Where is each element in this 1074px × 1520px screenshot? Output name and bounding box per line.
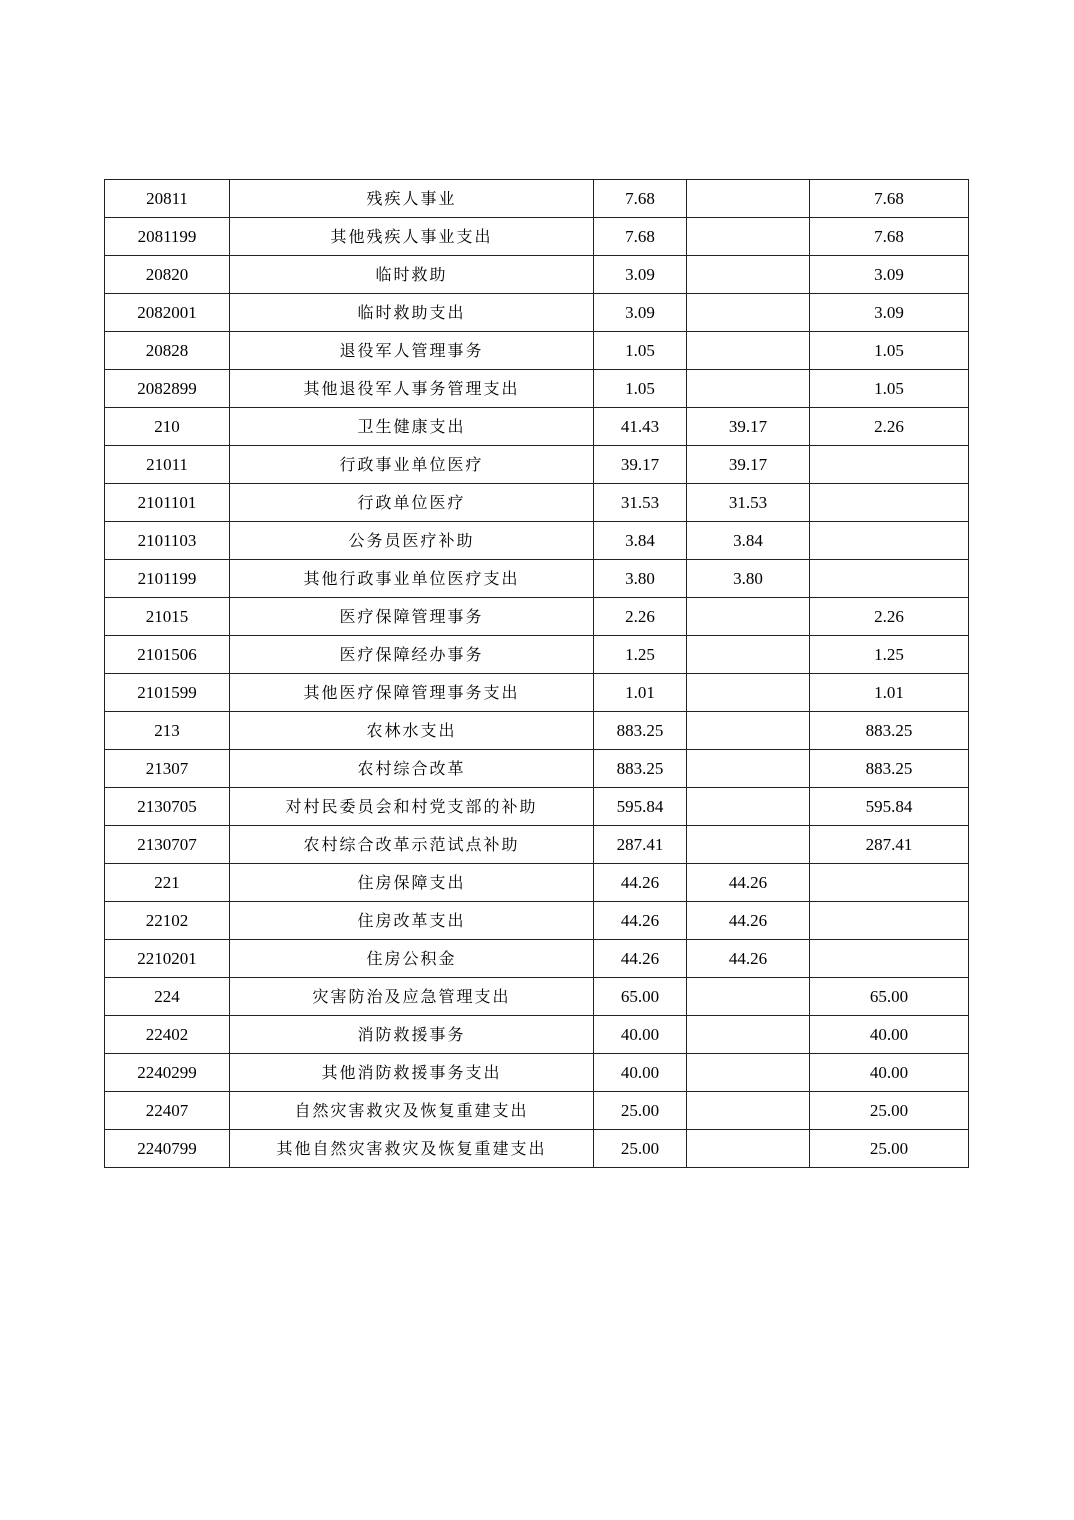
total-amount-cell: 7.68 <box>594 180 687 218</box>
subject-code-cell: 213 <box>105 712 230 750</box>
subject-name-cell: 其他退役军人事务管理支出 <box>230 370 594 408</box>
total-amount-cell: 287.41 <box>594 826 687 864</box>
project-expenditure-cell: 1.05 <box>810 332 969 370</box>
basic-expenditure-cell <box>687 636 810 674</box>
project-expenditure-cell: 2.26 <box>810 408 969 446</box>
subject-code-cell: 22402 <box>105 1016 230 1054</box>
basic-expenditure-cell <box>687 1016 810 1054</box>
total-amount-cell: 1.05 <box>594 332 687 370</box>
project-expenditure-cell <box>810 864 969 902</box>
table-row <box>105 370 969 408</box>
total-amount-cell: 3.09 <box>594 256 687 294</box>
total-amount-cell: 7.68 <box>594 218 687 256</box>
subject-name-cell: 行政单位医疗 <box>230 484 594 522</box>
project-expenditure-cell: 7.68 <box>810 218 969 256</box>
subject-name-cell: 临时救助支出 <box>230 294 594 332</box>
subject-code-cell: 2101101 <box>105 484 230 522</box>
subject-name-cell: 其他自然灾害救灾及恢复重建支出 <box>230 1130 594 1168</box>
subject-code-cell: 21015 <box>105 598 230 636</box>
subject-code-cell: 20811 <box>105 180 230 218</box>
basic-expenditure-cell <box>687 1054 810 1092</box>
project-expenditure-cell: 3.09 <box>810 294 969 332</box>
subject-name-cell: 消防救援事务 <box>230 1016 594 1054</box>
basic-expenditure-cell <box>687 598 810 636</box>
subject-name-cell: 其他行政事业单位医疗支出 <box>230 560 594 598</box>
subject-code-cell: 2240799 <box>105 1130 230 1168</box>
subject-name-cell: 医疗保障经办事务 <box>230 636 594 674</box>
total-amount-cell: 39.17 <box>594 446 687 484</box>
subject-code-cell: 221 <box>105 864 230 902</box>
basic-expenditure-cell <box>687 294 810 332</box>
table-row <box>105 560 969 598</box>
project-expenditure-cell: 2.26 <box>810 598 969 636</box>
basic-expenditure-cell <box>687 674 810 712</box>
basic-expenditure-cell: 44.26 <box>687 902 810 940</box>
total-amount-cell: 41.43 <box>594 408 687 446</box>
total-amount-cell: 65.00 <box>594 978 687 1016</box>
subject-code-cell: 2101599 <box>105 674 230 712</box>
project-expenditure-cell: 287.41 <box>810 826 969 864</box>
basic-expenditure-cell <box>687 332 810 370</box>
total-amount-cell: 3.09 <box>594 294 687 332</box>
basic-expenditure-cell <box>687 1092 810 1130</box>
project-expenditure-cell <box>810 902 969 940</box>
basic-expenditure-cell <box>687 180 810 218</box>
subject-code-cell: 2101199 <box>105 560 230 598</box>
total-amount-cell: 3.84 <box>594 522 687 560</box>
total-amount-cell: 44.26 <box>594 864 687 902</box>
subject-code-cell: 22102 <box>105 902 230 940</box>
subject-name-cell: 自然灾害救灾及恢复重建支出 <box>230 1092 594 1130</box>
project-expenditure-cell: 40.00 <box>810 1016 969 1054</box>
total-amount-cell: 44.26 <box>594 940 687 978</box>
table-row <box>105 636 969 674</box>
total-amount-cell: 883.25 <box>594 712 687 750</box>
total-amount-cell: 40.00 <box>594 1016 687 1054</box>
subject-name-cell: 对村民委员会和村党支部的补助 <box>230 788 594 826</box>
table-row <box>105 674 969 712</box>
project-expenditure-cell: 25.00 <box>810 1092 969 1130</box>
subject-name-cell: 临时救助 <box>230 256 594 294</box>
basic-expenditure-cell: 3.84 <box>687 522 810 560</box>
subject-name-cell: 卫生健康支出 <box>230 408 594 446</box>
table-row <box>105 484 969 522</box>
project-expenditure-cell <box>810 446 969 484</box>
subject-code-cell: 2081199 <box>105 218 230 256</box>
basic-expenditure-cell: 31.53 <box>687 484 810 522</box>
project-expenditure-cell: 40.00 <box>810 1054 969 1092</box>
project-expenditure-cell: 7.68 <box>810 180 969 218</box>
total-amount-cell: 25.00 <box>594 1092 687 1130</box>
table-row <box>105 712 969 750</box>
table-row <box>105 1054 969 1092</box>
total-amount-cell: 883.25 <box>594 750 687 788</box>
subject-code-cell: 2130705 <box>105 788 230 826</box>
basic-expenditure-cell <box>687 1130 810 1168</box>
project-expenditure-cell: 1.01 <box>810 674 969 712</box>
subject-name-cell: 灾害防治及应急管理支出 <box>230 978 594 1016</box>
basic-expenditure-cell: 39.17 <box>687 446 810 484</box>
total-amount-cell: 1.01 <box>594 674 687 712</box>
subject-code-cell: 21307 <box>105 750 230 788</box>
basic-expenditure-cell: 44.26 <box>687 864 810 902</box>
subject-name-cell: 农村综合改革示范试点补助 <box>230 826 594 864</box>
subject-name-cell: 医疗保障管理事务 <box>230 598 594 636</box>
subject-name-cell: 退役军人管理事务 <box>230 332 594 370</box>
total-amount-cell: 595.84 <box>594 788 687 826</box>
basic-expenditure-cell <box>687 712 810 750</box>
total-amount-cell: 31.53 <box>594 484 687 522</box>
table-row <box>105 598 969 636</box>
subject-code-cell: 2210201 <box>105 940 230 978</box>
total-amount-cell: 1.05 <box>594 370 687 408</box>
subject-name-cell: 其他残疾人事业支出 <box>230 218 594 256</box>
basic-expenditure-cell: 39.17 <box>687 408 810 446</box>
total-amount-cell: 2.26 <box>594 598 687 636</box>
project-expenditure-cell <box>810 560 969 598</box>
table-row <box>105 826 969 864</box>
basic-expenditure-cell <box>687 978 810 1016</box>
subject-name-cell: 住房保障支出 <box>230 864 594 902</box>
subject-name-cell: 住房公积金 <box>230 940 594 978</box>
basic-expenditure-cell <box>687 788 810 826</box>
table-row <box>105 180 969 218</box>
table-row <box>105 788 969 826</box>
subject-name-cell: 其他医疗保障管理事务支出 <box>230 674 594 712</box>
subject-name-cell: 住房改革支出 <box>230 902 594 940</box>
subject-code-cell: 2101506 <box>105 636 230 674</box>
basic-expenditure-cell: 44.26 <box>687 940 810 978</box>
subject-code-cell: 21011 <box>105 446 230 484</box>
basic-expenditure-cell <box>687 218 810 256</box>
table-row <box>105 408 969 446</box>
subject-code-cell: 2082899 <box>105 370 230 408</box>
subject-code-cell: 224 <box>105 978 230 1016</box>
subject-code-cell: 20820 <box>105 256 230 294</box>
table-row <box>105 978 969 1016</box>
basic-expenditure-cell <box>687 826 810 864</box>
table-row <box>105 218 969 256</box>
table-row <box>105 256 969 294</box>
basic-expenditure-cell <box>687 370 810 408</box>
total-amount-cell: 3.80 <box>594 560 687 598</box>
subject-name-cell: 农林水支出 <box>230 712 594 750</box>
table-body <box>105 180 969 1168</box>
total-amount-cell: 1.25 <box>594 636 687 674</box>
subject-code-cell: 2130707 <box>105 826 230 864</box>
subject-code-cell: 2101103 <box>105 522 230 560</box>
project-expenditure-cell <box>810 940 969 978</box>
subject-name-cell: 其他消防救援事务支出 <box>230 1054 594 1092</box>
table-row <box>105 864 969 902</box>
project-expenditure-cell: 25.00 <box>810 1130 969 1168</box>
project-expenditure-cell: 3.09 <box>810 256 969 294</box>
subject-name-cell: 农村综合改革 <box>230 750 594 788</box>
table-row <box>105 294 969 332</box>
expenditure-table <box>104 179 969 1168</box>
subject-name-cell: 行政事业单位医疗 <box>230 446 594 484</box>
project-expenditure-cell <box>810 522 969 560</box>
total-amount-cell: 40.00 <box>594 1054 687 1092</box>
table-row <box>105 750 969 788</box>
subject-name-cell: 公务员医疗补助 <box>230 522 594 560</box>
basic-expenditure-cell: 3.80 <box>687 560 810 598</box>
subject-code-cell: 210 <box>105 408 230 446</box>
subject-code-cell: 22407 <box>105 1092 230 1130</box>
project-expenditure-cell: 595.84 <box>810 788 969 826</box>
total-amount-cell: 44.26 <box>594 902 687 940</box>
project-expenditure-cell: 1.05 <box>810 370 969 408</box>
table-row <box>105 1016 969 1054</box>
basic-expenditure-cell <box>687 750 810 788</box>
basic-expenditure-cell <box>687 256 810 294</box>
subject-code-cell: 2240299 <box>105 1054 230 1092</box>
project-expenditure-cell: 883.25 <box>810 712 969 750</box>
table-row <box>105 522 969 560</box>
project-expenditure-cell <box>810 484 969 522</box>
project-expenditure-cell: 883.25 <box>810 750 969 788</box>
subject-name-cell: 残疾人事业 <box>230 180 594 218</box>
table-row <box>105 1092 969 1130</box>
total-amount-cell: 25.00 <box>594 1130 687 1168</box>
table-row <box>105 332 969 370</box>
table-row <box>105 940 969 978</box>
subject-code-cell: 2082001 <box>105 294 230 332</box>
table-row <box>105 1130 969 1168</box>
subject-code-cell: 20828 <box>105 332 230 370</box>
project-expenditure-cell: 1.25 <box>810 636 969 674</box>
table-row <box>105 446 969 484</box>
table-row <box>105 902 969 940</box>
project-expenditure-cell: 65.00 <box>810 978 969 1016</box>
